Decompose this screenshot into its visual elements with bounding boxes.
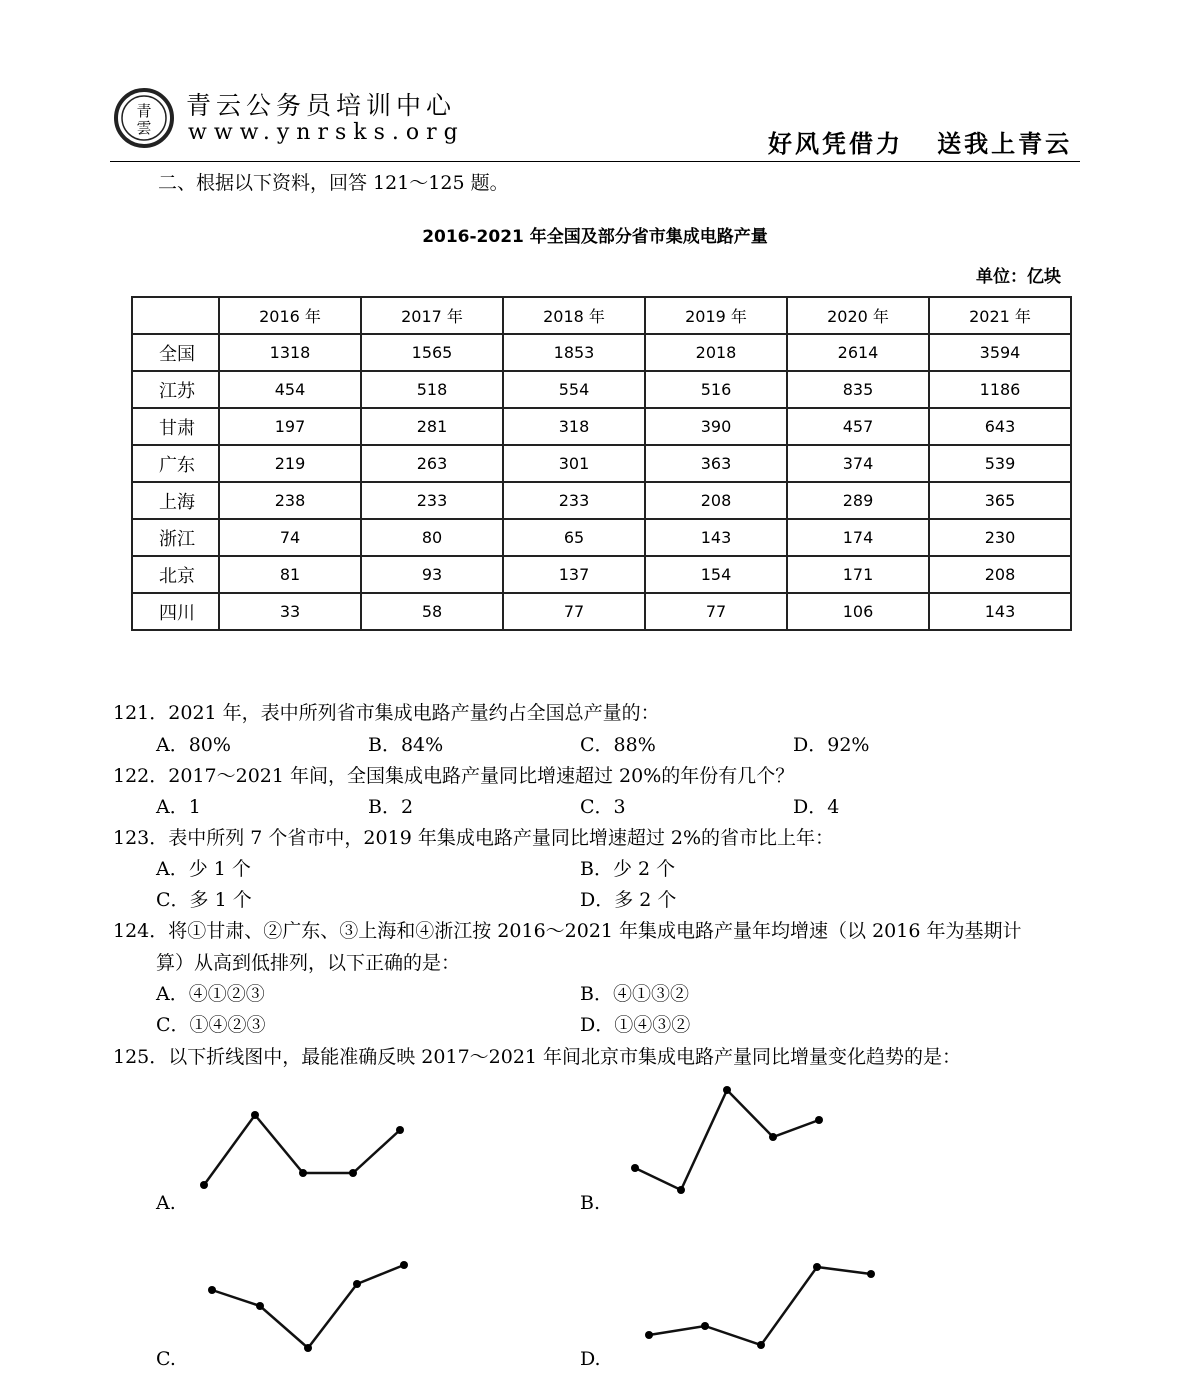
row-header: 全国 <box>132 334 219 371</box>
svg-text:青: 青 <box>136 102 152 120</box>
table-cell: 81 <box>219 556 361 593</box>
row-header: 甘肃 <box>132 408 219 445</box>
option-123-b[interactable]: B．少 2 个 <box>580 858 676 880</box>
row-header: 上海 <box>132 482 219 519</box>
question-124-stem: 124．将①甘肃、②广东、③上海和④浙江按 2016～2021 年集成电路产量年均增速（以 2016 年为基期计 <box>113 920 1022 942</box>
table-cell: 518 <box>361 371 503 408</box>
column-header: 2017 年 <box>361 297 503 334</box>
line-chart-a[interactable] <box>200 1111 404 1189</box>
table-cell: 318 <box>503 408 645 445</box>
row-header: 北京 <box>132 556 219 593</box>
option-125-b[interactable]: B. <box>580 1192 601 1214</box>
option-124-b[interactable]: B．④①③② <box>580 983 689 1005</box>
table-cell: 289 <box>787 482 929 519</box>
option-123-d[interactable]: D．多 2 个 <box>580 889 677 911</box>
table-unit: 单位：亿块 <box>976 267 1061 287</box>
option-121-a[interactable]: A．80% <box>156 734 231 756</box>
line-chart-c[interactable] <box>208 1261 408 1352</box>
column-header: 2021 年 <box>929 297 1071 334</box>
table-cell: 2614 <box>787 334 929 371</box>
option-123-a[interactable]: A．少 1 个 <box>156 858 251 880</box>
table-cell: 33 <box>219 593 361 630</box>
table-cell: 3594 <box>929 334 1071 371</box>
org-url: www.ynrsks.org <box>188 120 465 145</box>
option-125-d[interactable]: D. <box>580 1348 601 1370</box>
option-122-b[interactable]: B．2 <box>368 796 414 818</box>
option-124-c[interactable]: C．①④②③ <box>156 1014 266 1036</box>
table-cell: 233 <box>361 482 503 519</box>
table-cell: 238 <box>219 482 361 519</box>
question-125-stem: 125．以下折线图中，最能准确反映 2017～2021 年间北京市集成电路产量同比增量变化趋势的是： <box>113 1046 962 1068</box>
row-header: 浙江 <box>132 519 219 556</box>
table-cell: 174 <box>787 519 929 556</box>
column-header: 2020 年 <box>787 297 929 334</box>
question-124-stem-continued: 算）从高到低排列，以下正确的是： <box>156 952 461 974</box>
table-cell: 539 <box>929 445 1071 482</box>
table-cell: 80 <box>361 519 503 556</box>
option-125-a[interactable]: A. <box>156 1192 176 1214</box>
table-cell: 365 <box>929 482 1071 519</box>
line-chart-b[interactable] <box>631 1086 823 1194</box>
line-chart-d[interactable] <box>645 1263 875 1349</box>
option-125-c[interactable]: C. <box>156 1348 176 1370</box>
option-121-c[interactable]: C．88% <box>580 734 656 756</box>
table-cell: 1853 <box>503 334 645 371</box>
column-header: 2018 年 <box>503 297 645 334</box>
row-header: 四川 <box>132 593 219 630</box>
table-cell: 2018 <box>645 334 787 371</box>
table-cell: 219 <box>219 445 361 482</box>
table-cell: 281 <box>361 408 503 445</box>
table-cell: 77 <box>503 593 645 630</box>
table-cell: 208 <box>929 556 1071 593</box>
table-cell: 454 <box>219 371 361 408</box>
column-header: 2019 年 <box>645 297 787 334</box>
table-cell: 1186 <box>929 371 1071 408</box>
question-121-stem: 121．2021 年，表中所列省市集成电路产量约占全国总产量的： <box>113 702 660 724</box>
option-122-a[interactable]: A．1 <box>156 796 201 818</box>
svg-text:雲: 雲 <box>136 119 152 137</box>
option-124-a[interactable]: A．④①②③ <box>156 983 265 1005</box>
row-header: 江苏 <box>132 371 219 408</box>
column-header: 2016 年 <box>219 297 361 334</box>
option-124-d[interactable]: D．①④③② <box>580 1014 691 1036</box>
table-cell: 208 <box>645 482 787 519</box>
table-cell: 643 <box>929 408 1071 445</box>
table-cell: 233 <box>503 482 645 519</box>
table-cell: 1318 <box>219 334 361 371</box>
table-title: 2016-2021 年全国及部分省市集成电路产量 <box>422 227 768 247</box>
table-cell: 171 <box>787 556 929 593</box>
table-cell: 74 <box>219 519 361 556</box>
table-cell: 390 <box>645 408 787 445</box>
table-cell: 1565 <box>361 334 503 371</box>
table-cell: 301 <box>503 445 645 482</box>
table-cell: 77 <box>645 593 787 630</box>
table-cell: 106 <box>787 593 929 630</box>
row-header: 广东 <box>132 445 219 482</box>
table-cell: 363 <box>645 445 787 482</box>
table-cell: 230 <box>929 519 1071 556</box>
table-cell: 516 <box>645 371 787 408</box>
option-122-c[interactable]: C．3 <box>580 796 626 818</box>
option-123-c[interactable]: C．多 1 个 <box>156 889 252 911</box>
table-cell: 154 <box>645 556 787 593</box>
slogan: 好风凭借力 送我上青云 <box>768 130 1073 158</box>
table-cell: 93 <box>361 556 503 593</box>
table-cell: 263 <box>361 445 503 482</box>
option-121-b[interactable]: B．84% <box>368 734 444 756</box>
org-name: 青云公务员培训中心 <box>186 91 457 120</box>
section-heading: 二、根据以下资料，回答 121～125 题。 <box>158 172 509 194</box>
table-cell: 374 <box>787 445 929 482</box>
table-cell: 143 <box>645 519 787 556</box>
table-cell: 835 <box>787 371 929 408</box>
table-cell: 137 <box>503 556 645 593</box>
table-cell: 58 <box>361 593 503 630</box>
option-122-d[interactable]: D．4 <box>793 796 840 818</box>
table-cell: 457 <box>787 408 929 445</box>
table-cell: 197 <box>219 408 361 445</box>
table-cell: 554 <box>503 371 645 408</box>
table-cell: 65 <box>503 519 645 556</box>
table-cell: 143 <box>929 593 1071 630</box>
question-122-stem: 122．2017～2021 年间，全国集成电路产量同比增速超过 20%的年份有几个？ <box>113 765 795 787</box>
question-123-stem: 123．表中所列 7 个省市中，2019 年集成电路产量同比增速超过 2%的省市比上年： <box>113 827 835 849</box>
option-121-d[interactable]: D．92% <box>793 734 870 756</box>
